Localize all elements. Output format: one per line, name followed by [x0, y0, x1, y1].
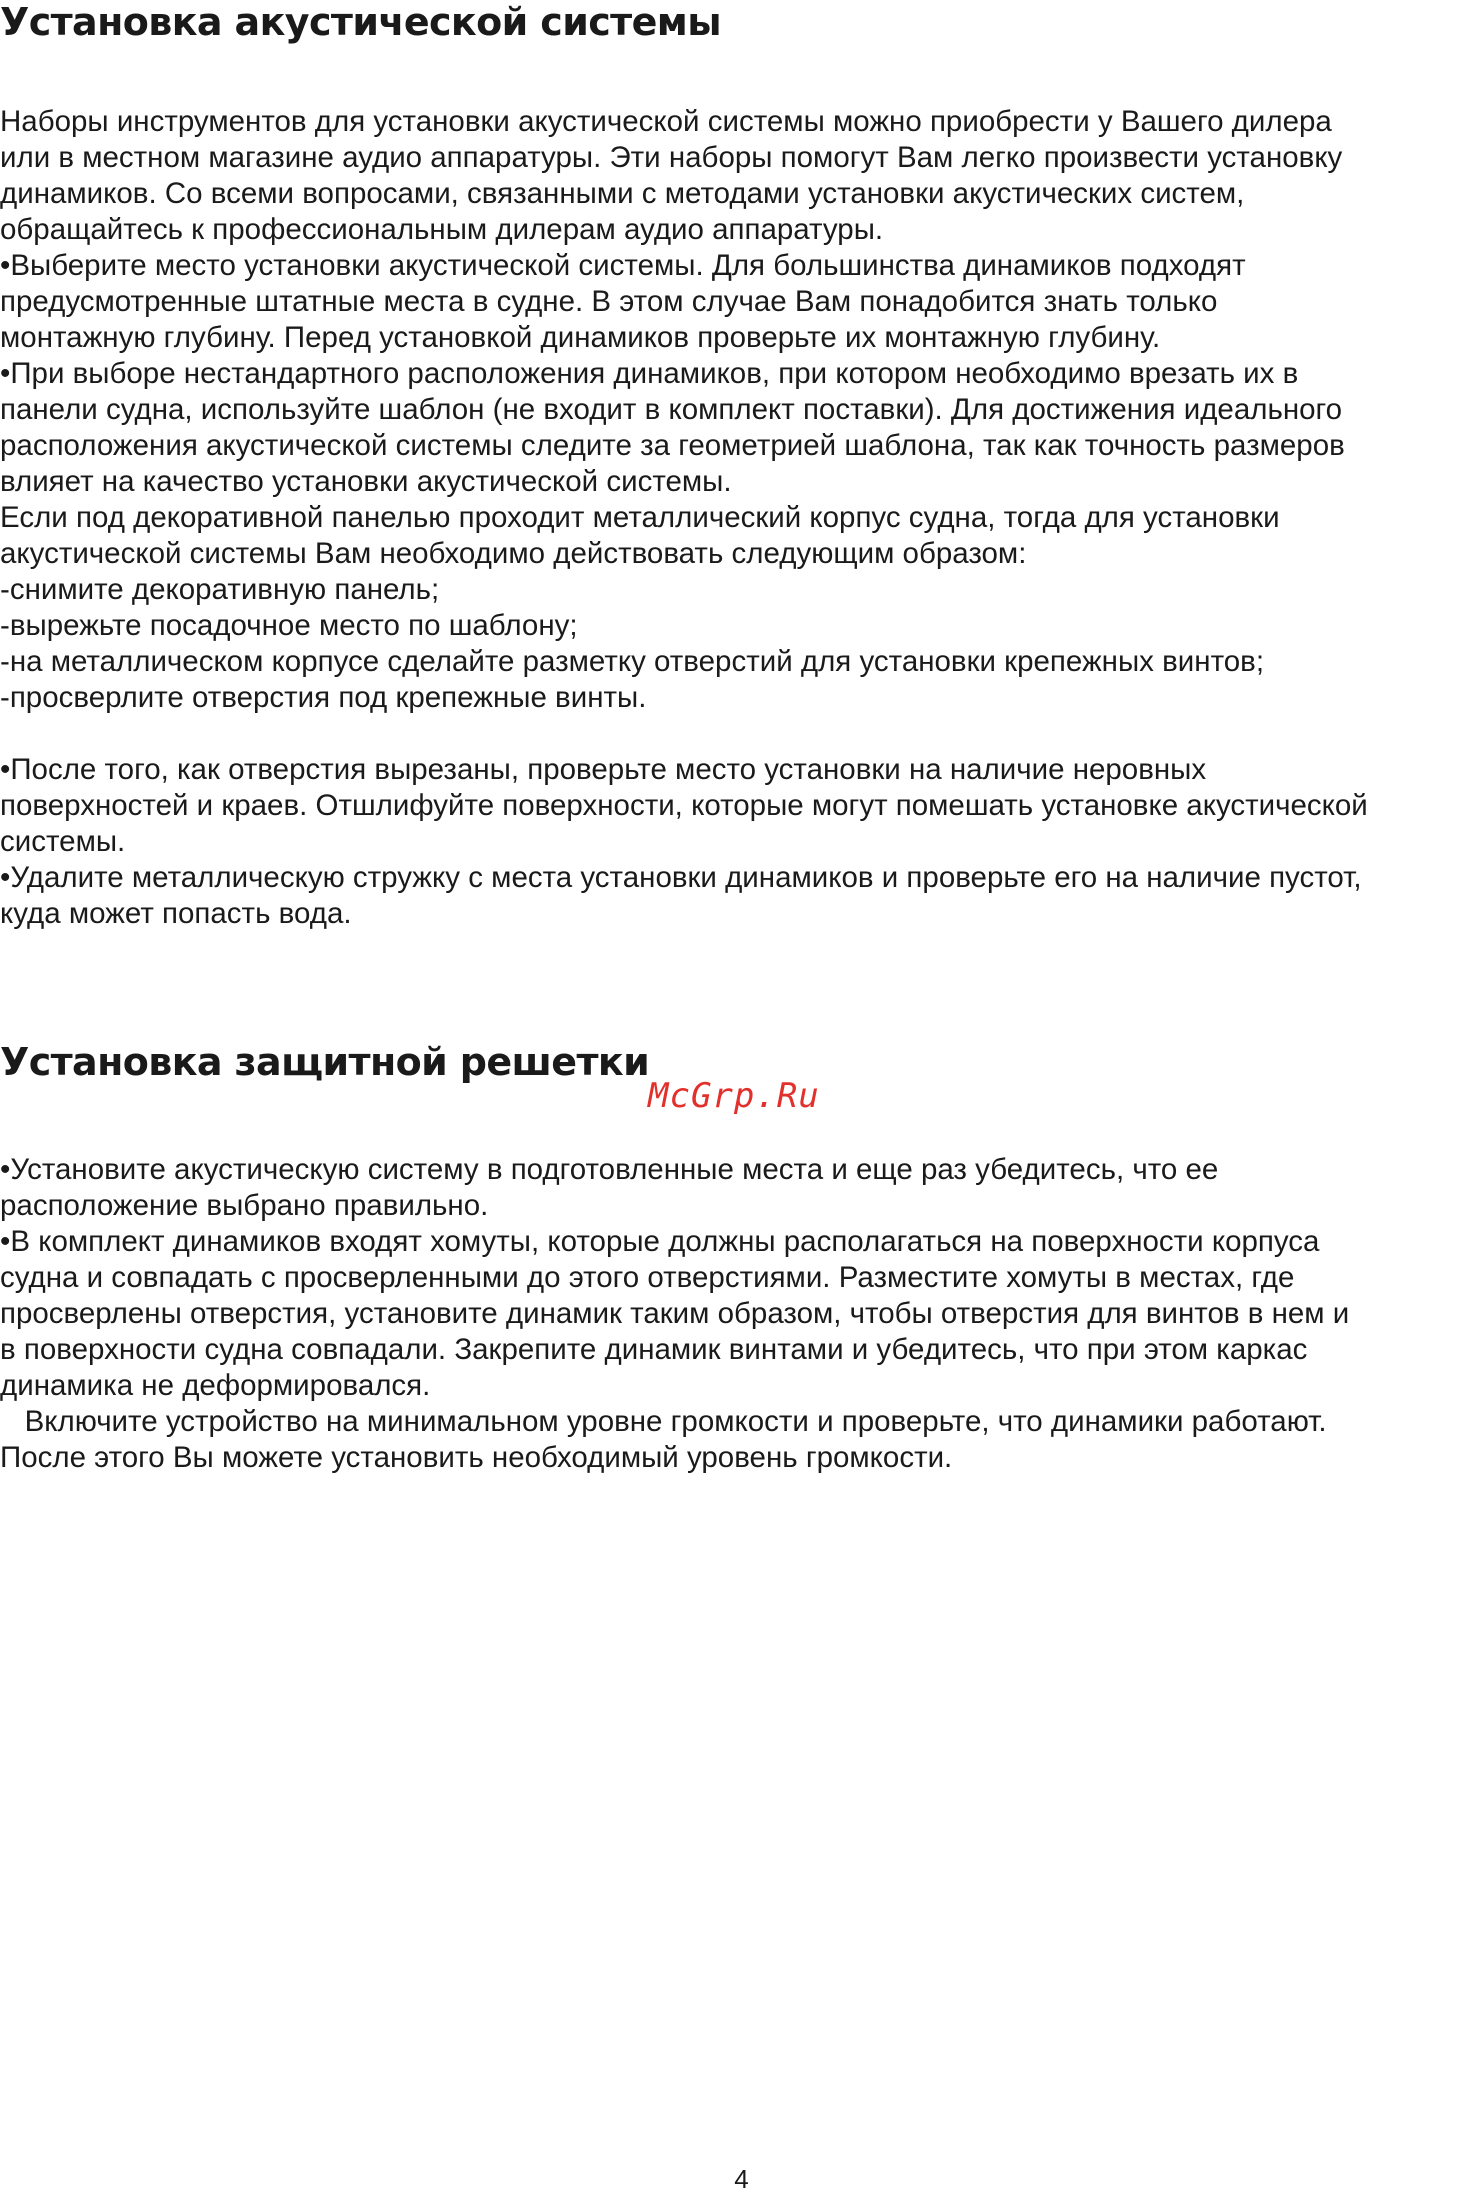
- paragraph-line: динамиков. Со всеми вопросами, связанными с методами установки акустических систем,: [0, 177, 1245, 210]
- section-body-speaker-installation: [0, 104, 1480, 932]
- bullet-line: •При выборе нестандартного расположения динамиков, при котором необходимо врезать их в: [0, 357, 1299, 390]
- dash-list-item: -вырежьте посадочное место по шаблону;: [0, 609, 578, 642]
- paragraph-line: расположения акустической системы следите за геометрией шаблона, так как точность размеров: [0, 429, 1345, 462]
- dash-list-item: -на металлическом корпусе сделайте разметку отверстий для установки крепежных винтов;: [0, 645, 1265, 678]
- paragraph-line: просверлены отверстия, установите динамик таким образом, чтобы отверстия для винтов в нем и: [0, 1297, 1350, 1330]
- paragraph-line: или в местном магазине аудио аппаратуры. Эти наборы помогут Вам легко произвести установку: [0, 141, 1343, 174]
- page-number: 4: [734, 2164, 749, 2194]
- dash-list-item: -просверлите отверстия под крепежные винты.: [0, 681, 647, 714]
- section-title-speaker-installation: Установка акустической системы: [0, 0, 721, 44]
- paragraph-line: системы.: [0, 825, 126, 858]
- bullet-line: •Удалите металлическую стружку с места установки динамиков и проверьте его на наличие пустот,: [0, 861, 1362, 894]
- paragraph-line: куда может попасть вода.: [0, 897, 352, 930]
- bullet-line: •После того, как отверстия вырезаны, проверьте место установки на наличие неровных: [0, 753, 1207, 786]
- paragraph-line: в поверхности судна совпадали. Закрепите динамик винтами и убедитесь, что при этом каркас: [0, 1333, 1308, 1366]
- paragraph-line: Если под декоративной панелью проходит металлический корпус судна, тогда для установки: [0, 501, 1280, 534]
- section-body-grille-installation: [0, 1152, 1480, 1476]
- bullet-line: •Выберите место установки акустической системы. Для большинства динамиков подходят: [0, 249, 1246, 282]
- dash-list-item: -снимите декоративную панель;: [0, 573, 440, 606]
- paragraph-line: динамика не деформировался.: [0, 1369, 431, 1402]
- paragraph-line: Наборы инструментов для установки акустической системы можно приобрести у Вашего дилера: [0, 105, 1332, 138]
- section-title-grille-installation: Установка защитной решетки: [0, 1040, 650, 1084]
- paragraph-line: обращайтесь к профессиональным дилерам аудио аппаратуры.: [0, 213, 884, 246]
- paragraph-line: панели судна, используйте шаблон (не входит в комплект поставки). Для достижения идеального: [0, 393, 1343, 426]
- bullet-line: •В комплект динамиков входят хомуты, которые должны располагаться на поверхности корпуса: [0, 1225, 1320, 1258]
- bullet-line: •Установите акустическую систему в подготовленные места и еще раз убедитесь, что ее: [0, 1153, 1219, 1186]
- watermark: McGrp.Ru: [648, 1076, 820, 1116]
- paragraph-line: После этого Вы можете установить необходимый уровень громкости.: [0, 1441, 953, 1474]
- paragraph-line: монтажную глубину. Перед установкой динамиков проверьте их монтажную глубину.: [0, 321, 1161, 354]
- paragraph-line: влияет на качество установки акустической системы.: [0, 465, 732, 498]
- paragraph-line: акустической системы Вам необходимо действовать следующим образом:: [0, 537, 1027, 570]
- paragraph-line: расположение выбрано правильно.: [0, 1189, 489, 1222]
- paragraph-line: предусмотренные штатные места в судне. В этом случае Вам понадобится знать только: [0, 285, 1218, 318]
- paragraph-line: поверхностей и краев. Отшлифуйте поверхности, которые могут помешать установке акустической: [0, 789, 1368, 822]
- paragraph-line: Включите устройство на минимальном уровне громкости и проверьте, что динамики работают.: [0, 1405, 1327, 1438]
- paragraph-gap: [0, 716, 1480, 752]
- paragraph-line: судна и совпадать с просверленными до этого отверстиями. Разместите хомуты в местах, где: [0, 1261, 1295, 1294]
